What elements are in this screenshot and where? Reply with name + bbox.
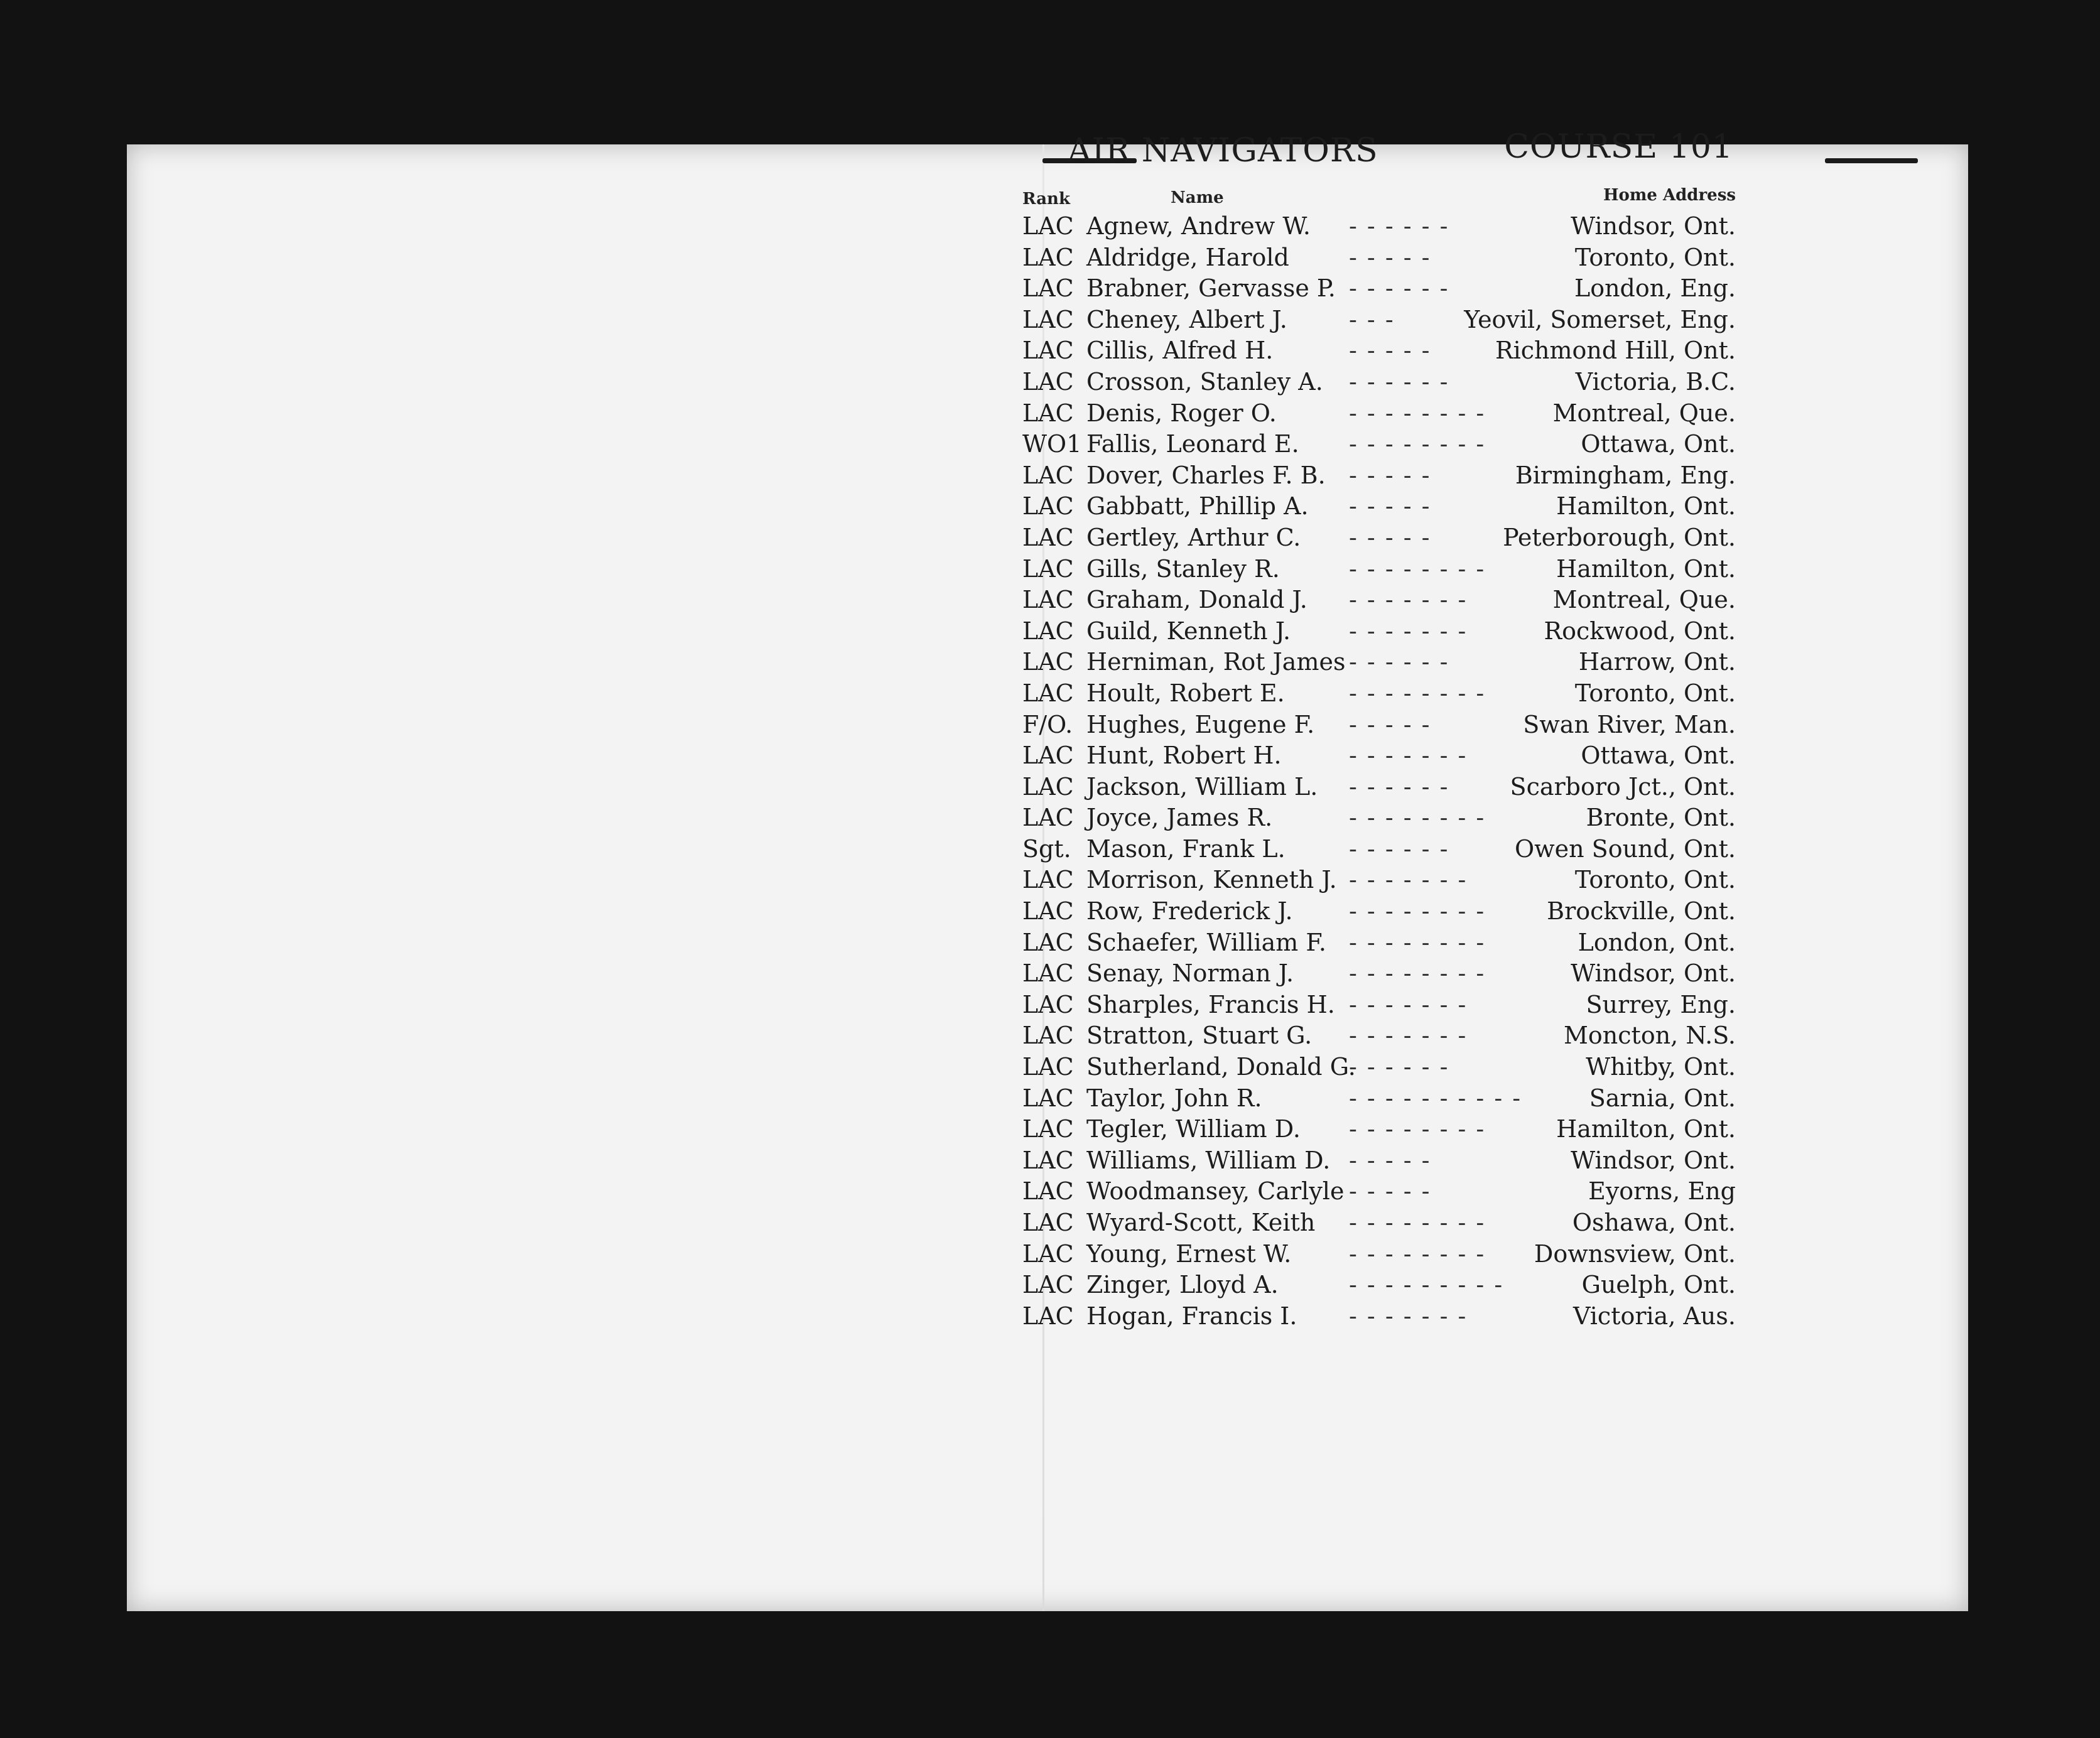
entry-leader-dashes: - - - - - - - (1349, 1302, 1468, 1330)
entry-name: Taylor, John R. (1086, 1084, 1262, 1112)
entry-home-address: London, Eng. (1574, 274, 1736, 303)
roster-entry (1022, 1270, 1736, 1301)
entry-leader-dashes: - - - - - (1349, 1146, 1431, 1174)
column-header-address: Home Address (1603, 186, 1736, 205)
entry-name: Hughes, Eugene F. (1086, 710, 1315, 738)
entry-rank: LAC (1022, 1053, 1074, 1081)
entry-home-address: Windsor, Ont. (1571, 959, 1736, 988)
entry-name: Woodmansey, Carlyle (1086, 1177, 1345, 1206)
entry-leader-dashes: - - - - - - (1349, 274, 1449, 303)
entry-name: Brabner, Gervasse P. (1086, 274, 1336, 303)
entry-home-address: Owen Sound, Ont. (1514, 834, 1736, 863)
entry-home-address: Moncton, N.S. (1564, 1022, 1736, 1050)
entry-name: Sutherland, Donald G. (1086, 1053, 1356, 1081)
entry-name: Cheney, Albert J. (1086, 305, 1287, 333)
entry-name: Mason, Frank L. (1086, 834, 1285, 863)
entry-leader-dashes: - - - - - - - (1349, 586, 1468, 614)
entry-home-address: Victoria, Aus. (1573, 1302, 1736, 1330)
entry-leader-dashes: - - - - - - - - (1349, 679, 1486, 707)
roster-entry (1022, 990, 1736, 1021)
entry-name: Row, Frederick J. (1086, 897, 1293, 926)
entry-home-address: London, Ont. (1578, 928, 1736, 956)
entry-name: Tegler, William D. (1086, 1115, 1301, 1143)
column-header-name: Name (1171, 188, 1224, 207)
entry-rank: LAC (1022, 959, 1074, 988)
entry-rank: LAC (1022, 772, 1074, 801)
entry-home-address: Ottawa, Ont. (1581, 742, 1736, 770)
entry-rank: LAC (1022, 367, 1074, 396)
entry-leader-dashes: - - - - - - - (1349, 1022, 1468, 1050)
roster-list (1022, 211, 1736, 1332)
roster-entry (1022, 772, 1736, 803)
entry-leader-dashes: - - - - - - (1349, 648, 1449, 676)
entry-home-address: Birmingham, Eng. (1515, 461, 1736, 489)
entry-home-address: Oshawa, Ont. (1572, 1209, 1736, 1236)
entry-leader-dashes: - - - - - - (1349, 1053, 1449, 1081)
entry-home-address: Ottawa, Ont. (1581, 430, 1736, 458)
roster-entry (1022, 429, 1736, 460)
entry-name: Stratton, Stuart G. (1086, 1022, 1312, 1050)
entry-home-address: Hamilton, Ont. (1556, 492, 1736, 521)
entry-home-address: Rockwood, Ont. (1544, 617, 1736, 645)
entry-home-address: Scarboro Jct., Ont. (1510, 772, 1736, 801)
entry-leader-dashes: - - - - - - (1349, 834, 1449, 863)
roster-entry (1022, 1145, 1736, 1177)
entry-rank: LAC (1022, 523, 1074, 551)
entry-home-address: Windsor, Ont. (1571, 212, 1736, 240)
roster-entry (1022, 1176, 1736, 1207)
entry-leader-dashes: - - - - - - - - - - (1349, 1084, 1522, 1112)
entry-home-address: Surrey, Eng. (1586, 990, 1736, 1018)
roster-entry (1022, 1207, 1736, 1239)
entry-name: Cillis, Alfred H. (1086, 337, 1274, 365)
entry-name: Crosson, Stanley A. (1086, 367, 1323, 396)
entry-rank: LAC (1022, 742, 1074, 770)
entry-home-address: Bronte, Ont. (1586, 804, 1736, 832)
entry-home-address: Richmond Hill, Ont. (1495, 337, 1736, 365)
entry-rank: LAC (1022, 990, 1074, 1018)
entry-home-address: Montreal, Que. (1552, 399, 1736, 427)
roster-entry (1022, 896, 1736, 927)
entry-name: Sharples, Francis H. (1086, 990, 1335, 1018)
entry-name: Guild, Kenneth J. (1086, 617, 1291, 645)
entry-leader-dashes: - - - - - - (1349, 212, 1449, 240)
entry-leader-dashes: - - - - - - - (1349, 617, 1468, 645)
entry-home-address: Brockville, Ont. (1547, 897, 1736, 926)
roster-entry (1022, 211, 1736, 242)
roster-entry (1022, 865, 1736, 896)
roster-entry (1022, 522, 1736, 554)
entry-rank: LAC (1022, 1146, 1074, 1174)
roster-entry (1022, 616, 1736, 647)
entry-rank: LAC (1022, 617, 1074, 645)
entry-leader-dashes: - - - - - (1349, 243, 1431, 271)
entry-home-address: Windsor, Ont. (1571, 1146, 1736, 1174)
entry-rank: LAC (1022, 866, 1074, 894)
entry-leader-dashes: - - - - - - - (1349, 990, 1468, 1018)
entry-home-address: Eyorns, Eng (1588, 1177, 1736, 1206)
entry-home-address: Yeovil, Somerset, Eng. (1464, 305, 1736, 333)
entry-leader-dashes: - - - - - (1349, 523, 1431, 551)
entry-name: Morrison, Kenneth J. (1086, 866, 1337, 894)
roster-entry (1022, 1301, 1736, 1332)
entry-home-address: Swan River, Man. (1523, 710, 1736, 738)
entry-leader-dashes: - - - - - (1349, 710, 1431, 738)
entry-home-address: Whitby, Ont. (1586, 1053, 1736, 1081)
entry-leader-dashes: - - - - - - - - (1349, 430, 1486, 458)
roster-entry (1022, 1239, 1736, 1270)
roster-entry (1022, 802, 1736, 834)
roster-entry (1022, 834, 1736, 865)
entry-rank: F/O. (1022, 710, 1073, 738)
roster-entry (1022, 335, 1736, 367)
entry-home-address: Guelph, Ont. (1581, 1271, 1736, 1299)
entry-name: Herniman, Rot James (1086, 648, 1346, 676)
roster-entry (1022, 1114, 1736, 1145)
entry-home-address: Harrow, Ont. (1578, 648, 1736, 676)
entry-name: Senay, Norman J. (1086, 959, 1294, 988)
entry-leader-dashes: - - - - - - (1349, 772, 1449, 801)
entry-rank: LAC (1022, 804, 1074, 832)
entry-leader-dashes: - - - - - - - - (1349, 897, 1486, 926)
entry-rank: LAC (1022, 274, 1074, 303)
entry-home-address: Toronto, Ont. (1574, 243, 1736, 271)
roster-entry (1022, 740, 1736, 772)
entry-leader-dashes: - - - - - (1349, 461, 1431, 489)
entry-leader-dashes: - - - - - - - - - (1349, 1271, 1504, 1299)
entry-name: Schaefer, William F. (1086, 928, 1326, 956)
roster-heading (1068, 128, 1733, 176)
entry-rank: Sgt. (1022, 834, 1071, 863)
entry-name: Jackson, William L. (1086, 772, 1318, 801)
entry-leader-dashes: - - - - - - - - (1349, 554, 1486, 583)
entry-name: Gertley, Arthur C. (1086, 523, 1301, 551)
roster-entry (1022, 1052, 1736, 1083)
entry-leader-dashes: - - - - - - - - (1349, 1239, 1486, 1268)
column-headers (1022, 186, 1736, 211)
entry-leader-dashes: - - - - - - - - (1349, 1209, 1486, 1236)
entry-rank: LAC (1022, 1302, 1074, 1330)
entry-name: Graham, Donald J. (1086, 586, 1307, 614)
entry-rank: LAC (1022, 554, 1074, 583)
entry-name: Gabbatt, Phillip A. (1086, 492, 1309, 521)
roster-entry (1022, 460, 1736, 492)
column-header-rank: Rank (1022, 190, 1070, 208)
entry-rank: LAC (1022, 1115, 1074, 1143)
roster-entry (1022, 585, 1736, 616)
roster-entry (1022, 242, 1736, 274)
entry-rank: LAC (1022, 212, 1074, 240)
entry-home-address: Victoria, B.C. (1575, 367, 1736, 396)
roster-entry (1022, 927, 1736, 959)
course-number: COURSE 101 (1504, 128, 1733, 166)
entry-name: Wyard-Scott, Keith (1086, 1209, 1316, 1236)
entry-name: Aldridge, Harold (1086, 243, 1289, 271)
entry-name: Denis, Roger O. (1086, 399, 1277, 427)
entry-home-address: Hamilton, Ont. (1556, 1115, 1736, 1143)
entry-leader-dashes: - - - - - - - - (1349, 804, 1486, 832)
entry-rank: LAC (1022, 679, 1074, 707)
entry-rank: WO1 (1022, 430, 1082, 458)
roster-entry (1022, 1083, 1736, 1115)
entry-rank: LAC (1022, 586, 1074, 614)
roster-entry (1022, 491, 1736, 522)
entry-name: Agnew, Andrew W. (1086, 212, 1311, 240)
entry-leader-dashes: - - - - - - - (1349, 742, 1468, 770)
entry-rank: LAC (1022, 243, 1074, 271)
entry-home-address: Sarnia, Ont. (1589, 1084, 1736, 1112)
entry-name: Zinger, Lloyd A. (1086, 1271, 1279, 1299)
entry-name: Hunt, Robert H. (1086, 742, 1282, 770)
roster-entry (1022, 647, 1736, 678)
entry-leader-dashes: - - - - - - - (1349, 866, 1468, 894)
entry-rank: LAC (1022, 305, 1074, 333)
entry-rank: LAC (1022, 1271, 1074, 1299)
entry-rank: LAC (1022, 337, 1074, 365)
entry-name: Hogan, Francis I. (1086, 1302, 1297, 1330)
entry-rank: LAC (1022, 1022, 1074, 1050)
entry-leader-dashes: - - - - - - - - (1349, 1115, 1486, 1143)
entry-leader-dashes: - - - - - - - - (1349, 928, 1486, 956)
entry-home-address: Peterborough, Ont. (1503, 523, 1736, 551)
entry-leader-dashes: - - - (1349, 305, 1395, 333)
entry-name: Young, Ernest W. (1086, 1239, 1292, 1268)
entry-leader-dashes: - - - - - - - - (1349, 399, 1486, 427)
entry-rank: LAC (1022, 461, 1074, 489)
roster-entry (1022, 554, 1736, 585)
entry-rank: LAC (1022, 1177, 1074, 1206)
roster-entry (1022, 958, 1736, 990)
entry-name: Hoult, Robert E. (1086, 679, 1285, 707)
entry-name: Dover, Charles F. B. (1086, 461, 1326, 489)
entry-rank: LAC (1022, 1209, 1074, 1236)
entry-leader-dashes: - - - - - (1349, 337, 1431, 365)
entry-leader-dashes: - - - - - (1349, 1177, 1431, 1206)
entry-home-address: Toronto, Ont. (1574, 866, 1736, 894)
page-mark (1825, 158, 1918, 163)
entry-name: Fallis, Leonard E. (1086, 430, 1299, 458)
entry-leader-dashes: - - - - - - (1349, 367, 1449, 396)
roster-entry (1022, 678, 1736, 710)
entry-home-address: Hamilton, Ont. (1556, 554, 1736, 583)
entry-rank: LAC (1022, 648, 1074, 676)
entry-leader-dashes: - - - - - - - - (1349, 959, 1486, 988)
entry-leader-dashes: - - - - - (1349, 492, 1431, 521)
roster-entry (1022, 710, 1736, 741)
roster-entry (1022, 398, 1736, 429)
roster-entry (1022, 305, 1736, 336)
entry-home-address: Montreal, Que. (1552, 586, 1736, 614)
entry-rank: LAC (1022, 1239, 1074, 1268)
entry-rank: LAC (1022, 897, 1074, 926)
roster-entry (1022, 273, 1736, 305)
entry-name: Williams, William D. (1086, 1146, 1331, 1174)
entry-rank: LAC (1022, 492, 1074, 521)
entry-rank: LAC (1022, 399, 1074, 427)
roster-title: AIR NAVIGATORS (1068, 132, 1378, 170)
entry-home-address: Toronto, Ont. (1574, 679, 1736, 707)
roster-entry (1022, 1020, 1736, 1052)
entry-name: Joyce, James R. (1086, 804, 1273, 832)
entry-rank: LAC (1022, 1084, 1074, 1112)
roster-entry (1022, 367, 1736, 398)
entry-rank: LAC (1022, 928, 1074, 956)
entry-name: Gills, Stanley R. (1086, 554, 1280, 583)
entry-home-address: Downsview, Ont. (1534, 1239, 1736, 1268)
